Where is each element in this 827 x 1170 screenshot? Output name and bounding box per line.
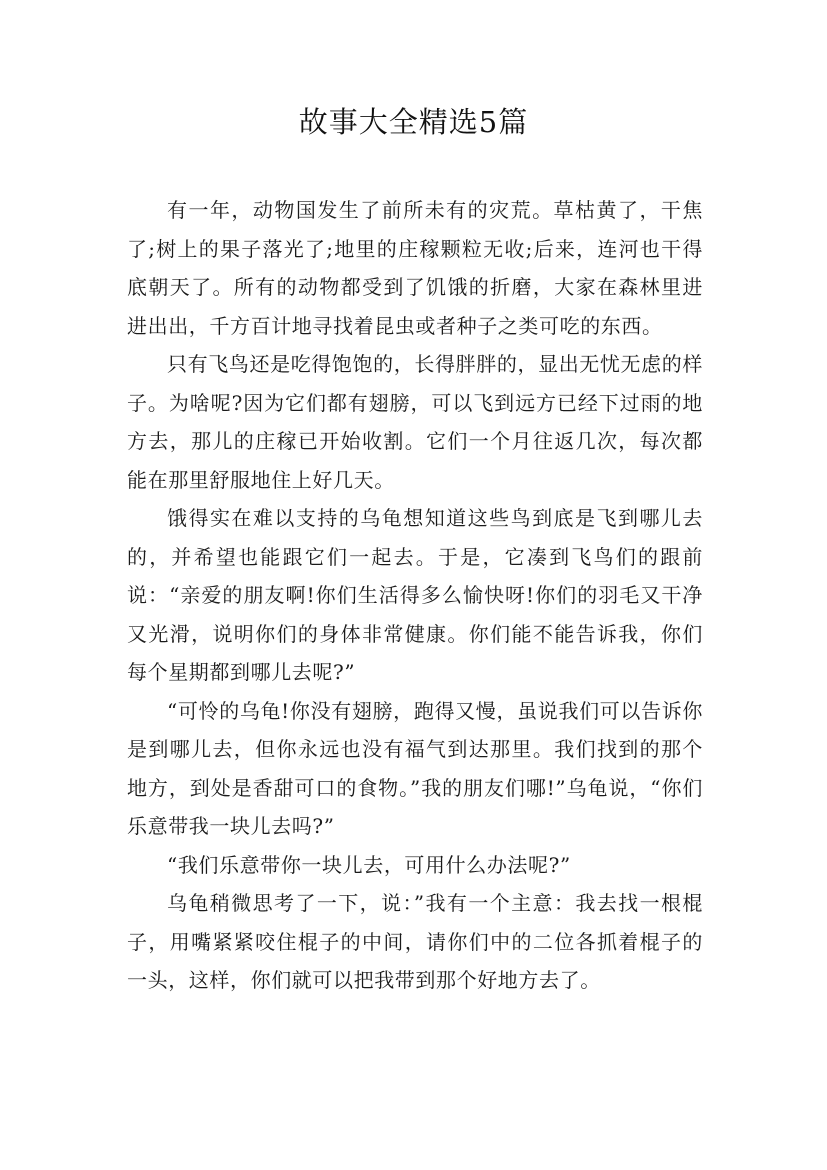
paragraph: 只有飞鸟还是吃得饱饱的，长得胖胖的，显出无忧无虑的样子。为啥呢?因为它们都有翅膀，可以飞到远方已经下过雨的地方去，那儿的庄稼已开始收割。它们一个月往返几次，每次都能在那里舒服地住上好几天。 — [127, 352, 703, 492]
paragraph: 有一年，动物国发生了前所未有的灾荒。草枯黄了，干焦了;树上的果子落光了;地里的庄稼颗粒无收;后来，连河也干得底朝天了。所有的动物都受到了饥饿的折磨，大家在森林里进进出出，千方百计地寻找着昆虫或者种子之类可吃的东西。 — [127, 198, 703, 338]
paragraph: “可怜的乌龟!你没有翅膀，跑得又慢，虽说我们可以告诉你是到哪儿去，但你永远也没有福气到达那里。我们找到的那个地方，到处是香甜可口的食物。”我的朋友们哪!”乌龟说，“你们乐意带我一块儿去吗?” — [127, 698, 703, 838]
paragraph: 饿得实在难以支持的乌龟想知道这些鸟到底是飞到哪儿去的，并希望也能跟它们一起去。于是，它凑到飞鸟们的跟前说：“亲爱的朋友啊!你们生活得多么愉快呀!你们的羽毛又干净又光滑，说明你们的身体非常健康。你们能不能告诉我，你们每个星期都到哪儿去呢?” — [127, 506, 703, 684]
document-body — [127, 191, 703, 1000]
paragraph: 乌龟稍微思考了一下，说：”我有一个主意：我去找一根棍子，用嘴紧紧咬住棍子的中间，请你们中的二位各抓着棍子的一头，这样，你们就可以把我带到那个好地方去了。 — [127, 891, 703, 992]
paragraph: “我们乐意带你一块儿去，可用什么办法呢?” — [167, 852, 571, 877]
document-title: 故事大全精选5篇 — [298, 105, 529, 139]
